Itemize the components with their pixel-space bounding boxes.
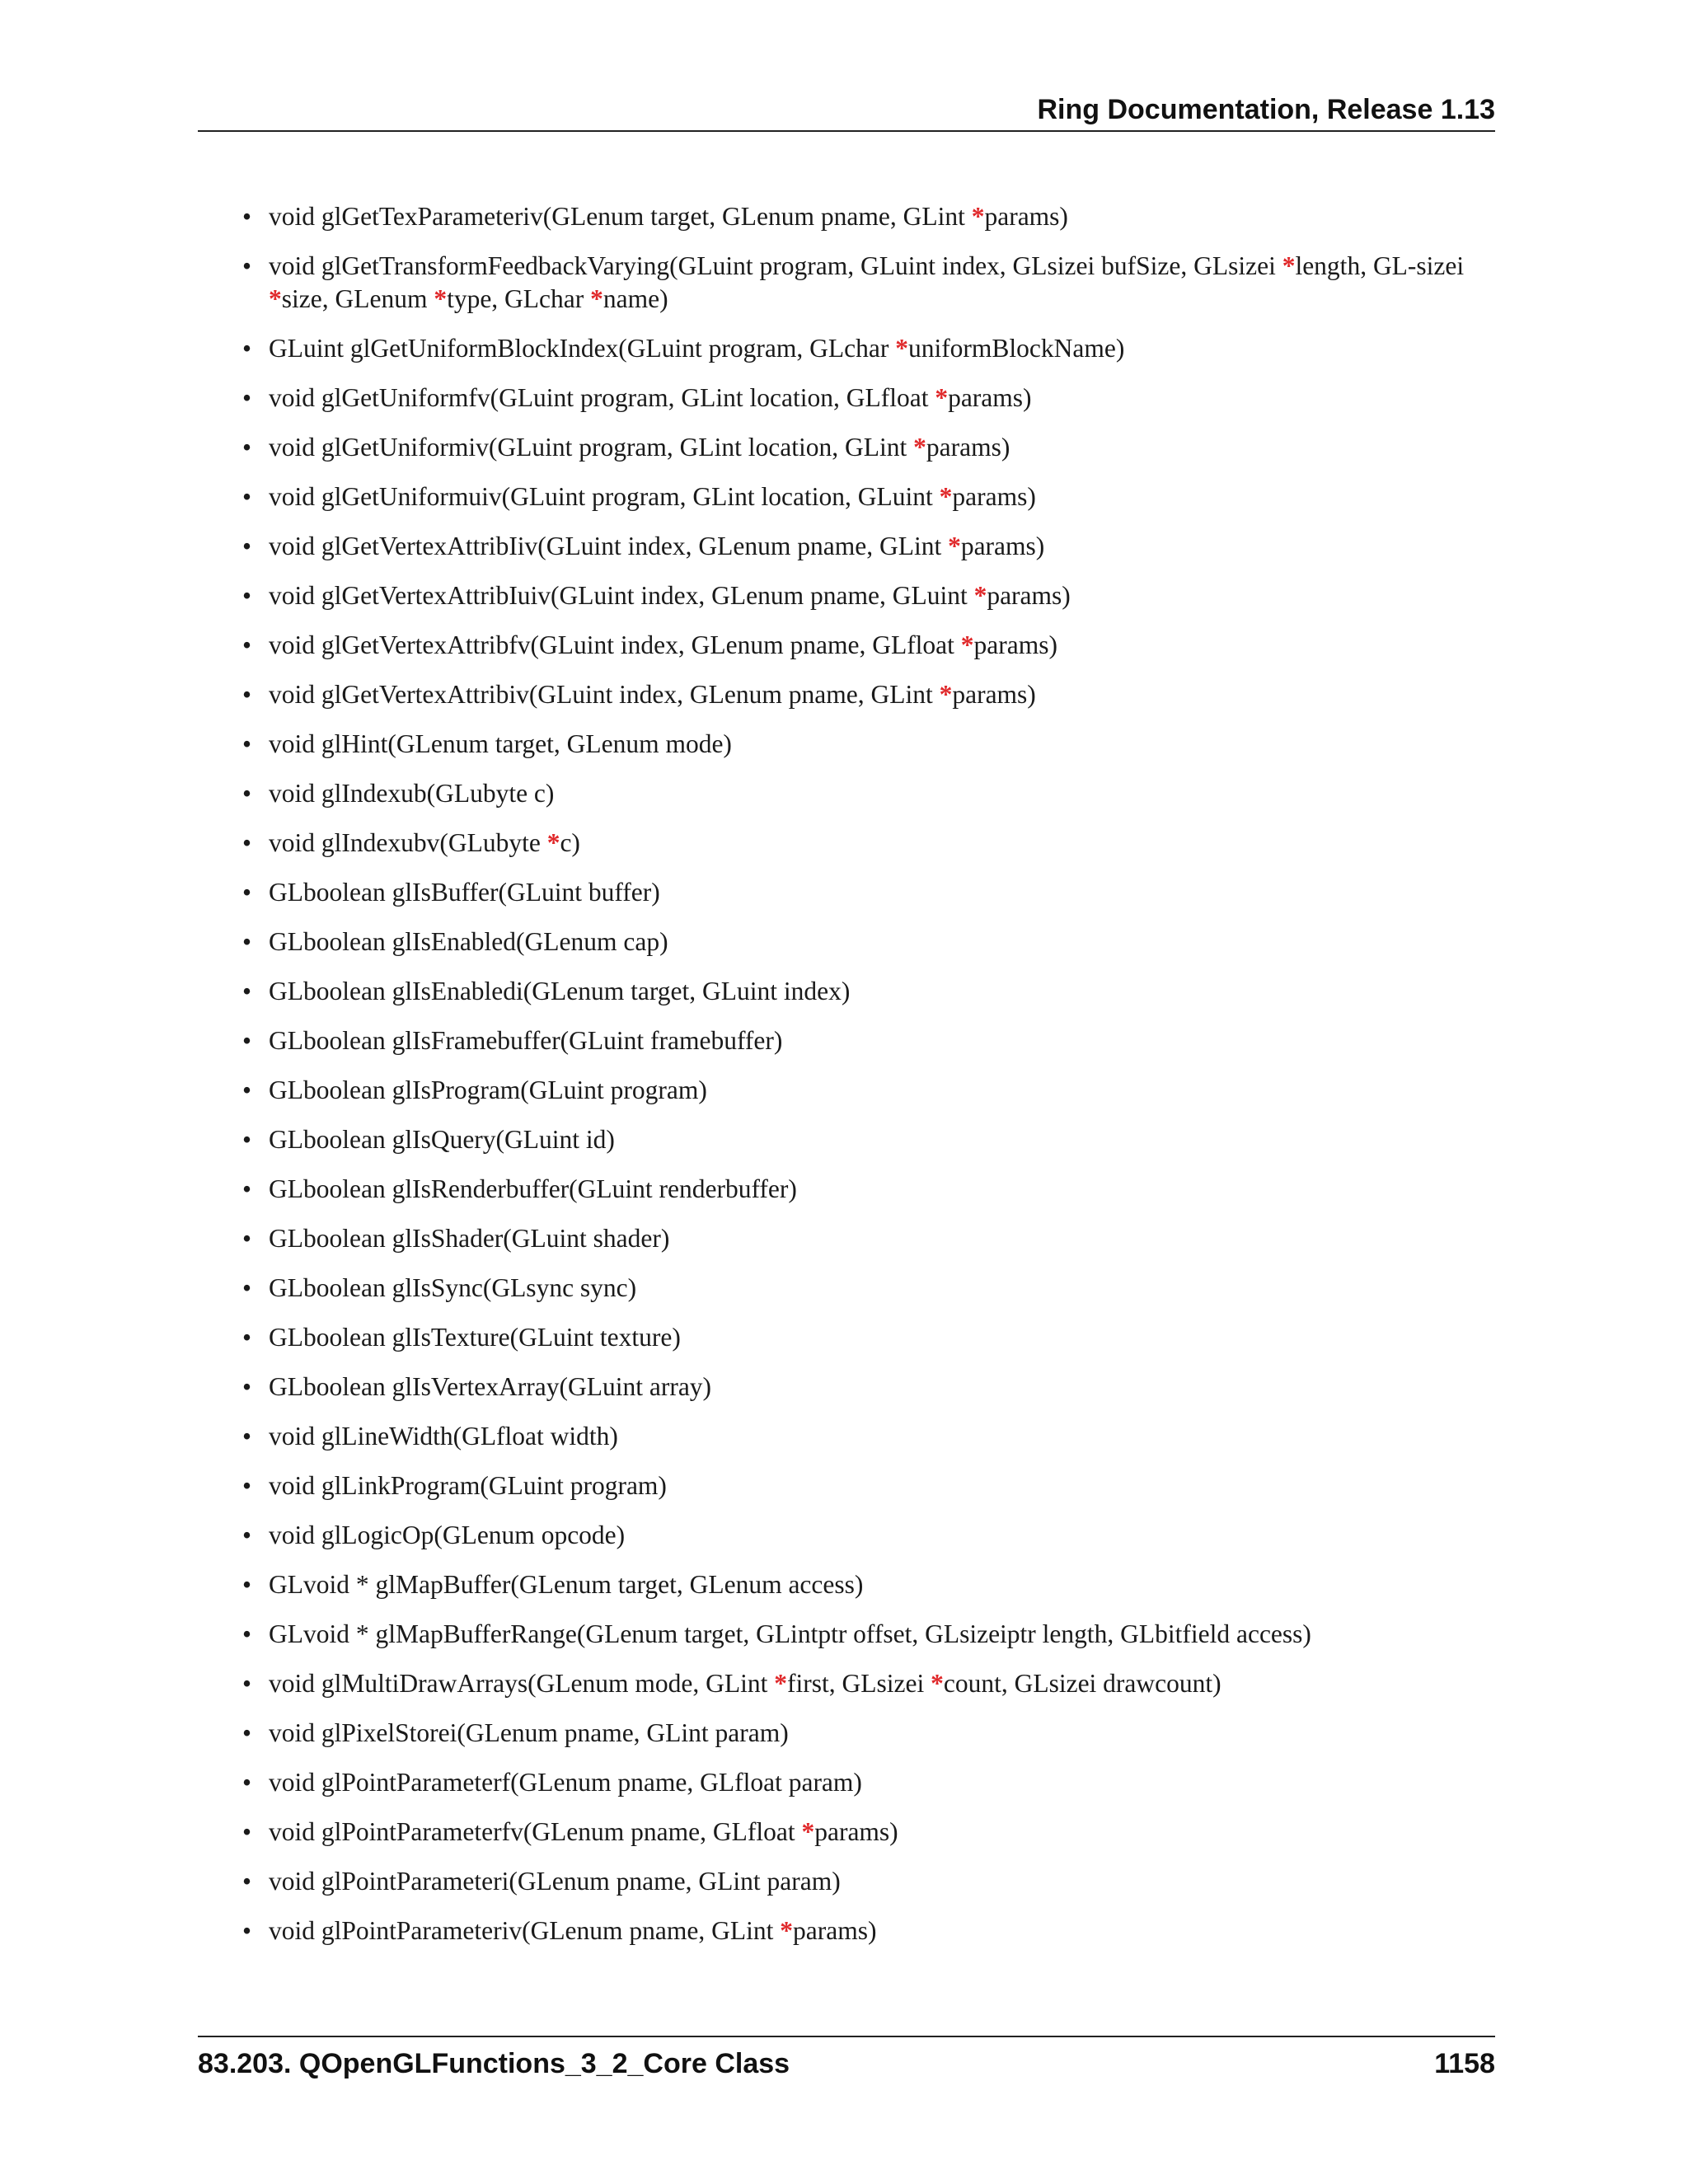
function-item	[242, 629, 1497, 662]
bullet-icon: •	[242, 433, 252, 462]
bullet-icon: •	[242, 202, 252, 231]
signature-text: count, GLsizei drawcount)	[943, 1669, 1221, 1698]
bullet-icon: •	[242, 878, 252, 907]
function-item	[242, 382, 1497, 415]
page-footer	[198, 2036, 1495, 2083]
function-item	[242, 1123, 1497, 1156]
pointer-marker: *	[780, 1916, 793, 1945]
pointer-marker: *	[546, 828, 560, 857]
signature-text: c)	[560, 828, 580, 857]
pointer-marker: *	[960, 630, 974, 659]
page-number: 1158	[1434, 2048, 1495, 2079]
bullet-icon: •	[242, 1521, 252, 1549]
signature-text: params)	[814, 1817, 898, 1846]
function-item	[242, 250, 1497, 316]
bullet-icon: •	[242, 680, 252, 709]
function-item	[242, 332, 1497, 365]
function-item	[242, 1024, 1497, 1057]
bullet-icon: •	[242, 1867, 252, 1896]
function-signature	[269, 1867, 841, 1896]
function-item	[242, 1222, 1497, 1255]
pointer-marker: *	[939, 482, 953, 511]
function-item	[242, 1865, 1497, 1898]
signature-text: void glGetUniformiv(GLuint program, GLint location, GLint	[269, 433, 914, 462]
signature-text: void glGetUniformuiv(GLuint program, GLint location, GLuint	[269, 482, 940, 511]
function-signature	[269, 729, 732, 758]
pointer-marker: *	[931, 1669, 944, 1698]
signature-text: params)	[948, 383, 1032, 412]
function-signature	[269, 779, 554, 808]
function-signature	[269, 1471, 667, 1500]
signature-text: first, GLsizei	[787, 1669, 931, 1698]
signature-text: void glLogicOp(GLenum opcode)	[269, 1521, 626, 1549]
function-signature	[269, 828, 580, 857]
function-item	[242, 1371, 1497, 1404]
function-item	[242, 1173, 1497, 1206]
pointer-marker: *	[590, 284, 603, 313]
page-header	[198, 89, 1495, 132]
bullet-icon: •	[242, 1570, 252, 1599]
pointer-marker: *	[774, 1669, 788, 1698]
signature-text: params)	[952, 680, 1036, 709]
bullet-icon: •	[242, 532, 252, 560]
signature-text: params)	[973, 630, 1057, 659]
pointer-marker: *	[971, 202, 985, 231]
signature-text: GLboolean glIsVertexArray(GLuint array)	[269, 1372, 712, 1401]
signature-text: void glGetTexParameteriv(GLenum target, GLenum pname, GLint	[269, 202, 972, 231]
function-item	[242, 678, 1497, 711]
function-signature	[269, 1669, 1221, 1698]
bullet-icon: •	[242, 1273, 252, 1302]
bullet-icon: •	[242, 383, 252, 412]
function-signature	[269, 1619, 1311, 1648]
function-signature	[269, 1521, 625, 1549]
pointer-marker: *	[269, 284, 282, 313]
signature-text: void glPointParameteriv(GLenum pname, GLint	[269, 1916, 781, 1945]
function-item	[242, 827, 1497, 860]
function-signature	[269, 1372, 711, 1401]
signature-text: void glPointParameterfv(GLenum pname, GLfloat	[269, 1817, 802, 1846]
signature-text: void glMultiDrawArrays(GLenum mode, GLint	[269, 1669, 775, 1698]
document-title: Ring Documentation, Release 1.13	[1037, 94, 1495, 125]
signature-text: void glLineWidth(GLfloat width)	[269, 1422, 618, 1451]
pointer-marker: *	[895, 334, 908, 363]
signature-text: GLboolean glIsSync(GLsync sync)	[269, 1273, 637, 1302]
pointer-marker: *	[973, 581, 987, 610]
signature-text: void glPointParameterf(GLenum pname, GLfloat param)	[269, 1768, 862, 1797]
signature-text: void glLinkProgram(GLuint program)	[269, 1471, 667, 1500]
function-signature	[269, 1570, 863, 1599]
function-item	[242, 1766, 1497, 1799]
bullet-icon: •	[242, 1471, 252, 1500]
signature-text: void glPixelStorei(GLenum pname, GLint param)	[269, 1718, 789, 1747]
function-signature	[269, 927, 668, 956]
function-signature	[269, 383, 1032, 412]
function-item	[242, 200, 1497, 233]
section-title: 83.203. QOpenGLFunctions_3_2_Core Class	[198, 2048, 790, 2079]
function-signature	[269, 251, 1464, 313]
signature-text: GLboolean glIsFramebuffer(GLuint framebuffer)	[269, 1026, 783, 1055]
function-item	[242, 530, 1497, 563]
signature-text: GLuint glGetUniformBlockIndex(GLuint program, GLchar	[269, 334, 896, 363]
function-signature	[269, 1718, 789, 1747]
bullet-icon: •	[242, 1224, 252, 1253]
function-item	[242, 728, 1497, 761]
function-item	[242, 1717, 1497, 1750]
function-item	[242, 1519, 1497, 1552]
function-signature	[269, 482, 1036, 511]
signature-text: void glIndexub(GLubyte c)	[269, 779, 555, 808]
signature-text: type, GLchar	[447, 284, 591, 313]
function-signature	[269, 532, 1044, 560]
signature-text: params)	[926, 433, 1010, 462]
bullet-icon: •	[242, 828, 252, 857]
bullet-icon: •	[242, 1125, 252, 1154]
signature-text: GLvoid * glMapBufferRange(GLenum target, GLintptr offset, GLsizeiptr length, GLbitfield access)	[269, 1619, 1311, 1648]
function-signature	[269, 1026, 782, 1055]
bullet-icon: •	[242, 1026, 252, 1055]
function-signature	[269, 1323, 681, 1352]
function-signature	[269, 1224, 669, 1253]
function-item	[242, 1420, 1497, 1453]
signature-text: uniformBlockName)	[907, 334, 1125, 363]
function-item	[242, 1272, 1497, 1305]
signature-text: params)	[984, 202, 1068, 231]
function-item	[242, 1321, 1497, 1354]
function-signature	[269, 433, 1010, 462]
signature-text: GLvoid * glMapBuffer(GLenum target, GLenum access)	[269, 1570, 864, 1599]
signature-text: GLboolean glIsProgram(GLuint program)	[269, 1076, 707, 1104]
function-item	[242, 1074, 1497, 1107]
signature-text: params)	[793, 1916, 877, 1945]
function-signature	[269, 1817, 898, 1846]
function-item	[242, 1568, 1497, 1601]
function-signature	[269, 878, 660, 907]
signature-text: GLboolean glIsTexture(GLuint texture)	[269, 1323, 681, 1352]
function-signature	[269, 334, 1124, 363]
bullet-icon: •	[242, 630, 252, 659]
bullet-icon: •	[242, 482, 252, 511]
bullet-icon: •	[242, 581, 252, 610]
signature-text: GLboolean glIsShader(GLuint shader)	[269, 1224, 670, 1253]
function-signature	[269, 977, 850, 1005]
function-item	[242, 1667, 1497, 1700]
pointer-marker: *	[939, 680, 953, 709]
function-signature	[269, 202, 1068, 231]
function-item	[242, 876, 1497, 909]
pointer-marker: *	[1282, 251, 1296, 280]
bullet-icon: •	[242, 1076, 252, 1104]
signature-text: void glGetTransformFeedbackVarying(GLuint program, GLuint index, GLsizei bufSize, GLsizei	[269, 251, 1282, 280]
signature-text: params)	[952, 482, 1036, 511]
function-item	[242, 777, 1497, 810]
pointer-marker: *	[434, 284, 448, 313]
bullet-icon: •	[242, 1174, 252, 1203]
bullet-icon: •	[242, 334, 252, 363]
signature-text: name)	[603, 284, 668, 313]
pointer-marker: *	[801, 1817, 815, 1846]
signature-text: params)	[987, 581, 1071, 610]
bullet-icon: •	[242, 1916, 252, 1945]
bullet-icon: •	[242, 977, 252, 1005]
signature-text: void glPointParameteri(GLenum pname, GLint param)	[269, 1867, 841, 1896]
signature-text: GLboolean glIsEnabledi(GLenum target, GLuint index)	[269, 977, 851, 1005]
function-item	[242, 926, 1497, 958]
function-signature	[269, 1076, 707, 1104]
bullet-icon: •	[242, 927, 252, 956]
signature-text: void glGetVertexAttribIiv(GLuint index, GLenum pname, GLint	[269, 532, 949, 560]
function-item	[242, 975, 1497, 1008]
signature-text: length, GL-sizei	[1295, 251, 1465, 280]
bullet-icon: •	[242, 1619, 252, 1648]
signature-text: GLboolean glIsEnabled(GLenum cap)	[269, 927, 668, 956]
signature-text: void glGetVertexAttribfv(GLuint index, GLenum pname, GLfloat	[269, 630, 961, 659]
function-item	[242, 1469, 1497, 1502]
bullet-icon: •	[242, 729, 252, 758]
bullet-icon: •	[242, 1372, 252, 1401]
function-item	[242, 1618, 1497, 1651]
bullet-icon: •	[242, 1768, 252, 1797]
function-signature	[269, 581, 1071, 610]
function-signature	[269, 630, 1057, 659]
signature-text: void glGetUniformfv(GLuint program, GLint location, GLfloat	[269, 383, 935, 412]
signature-text: GLboolean glIsRenderbuffer(GLuint renderbuffer)	[269, 1174, 797, 1203]
function-signature	[269, 1768, 862, 1797]
bullet-icon: •	[242, 1669, 252, 1698]
bullet-icon: •	[242, 1817, 252, 1846]
bullet-icon: •	[242, 1718, 252, 1747]
signature-text: void glHint(GLenum target, GLenum mode)	[269, 729, 732, 758]
pointer-marker: *	[948, 532, 961, 560]
function-signature	[269, 1174, 797, 1203]
signature-text: void glGetVertexAttribiv(GLuint index, GLenum pname, GLint	[269, 680, 940, 709]
function-item	[242, 579, 1497, 612]
bullet-icon: •	[242, 779, 252, 808]
bullet-icon: •	[242, 1422, 252, 1451]
signature-text: void glGetVertexAttribIuiv(GLuint index, GLenum pname, GLuint	[269, 581, 974, 610]
function-signature	[269, 1273, 636, 1302]
function-signature	[269, 680, 1036, 709]
function-item	[242, 1915, 1497, 1947]
pointer-marker: *	[935, 383, 949, 412]
signature-text: size, GLenum	[281, 284, 434, 313]
function-item	[242, 480, 1497, 513]
signature-text: void glIndexubv(GLubyte	[269, 828, 547, 857]
function-signature	[269, 1125, 615, 1154]
bullet-icon: •	[242, 251, 252, 280]
function-item	[242, 1816, 1497, 1849]
bullet-icon: •	[242, 1323, 252, 1352]
signature-text: GLboolean glIsQuery(GLuint id)	[269, 1125, 615, 1154]
pointer-marker: *	[913, 433, 926, 462]
function-item	[242, 431, 1497, 464]
function-list	[242, 200, 1497, 1964]
function-signature	[269, 1916, 876, 1945]
function-signature	[269, 1422, 618, 1451]
signature-text: params)	[960, 532, 1045, 560]
signature-text: GLboolean glIsBuffer(GLuint buffer)	[269, 878, 660, 907]
